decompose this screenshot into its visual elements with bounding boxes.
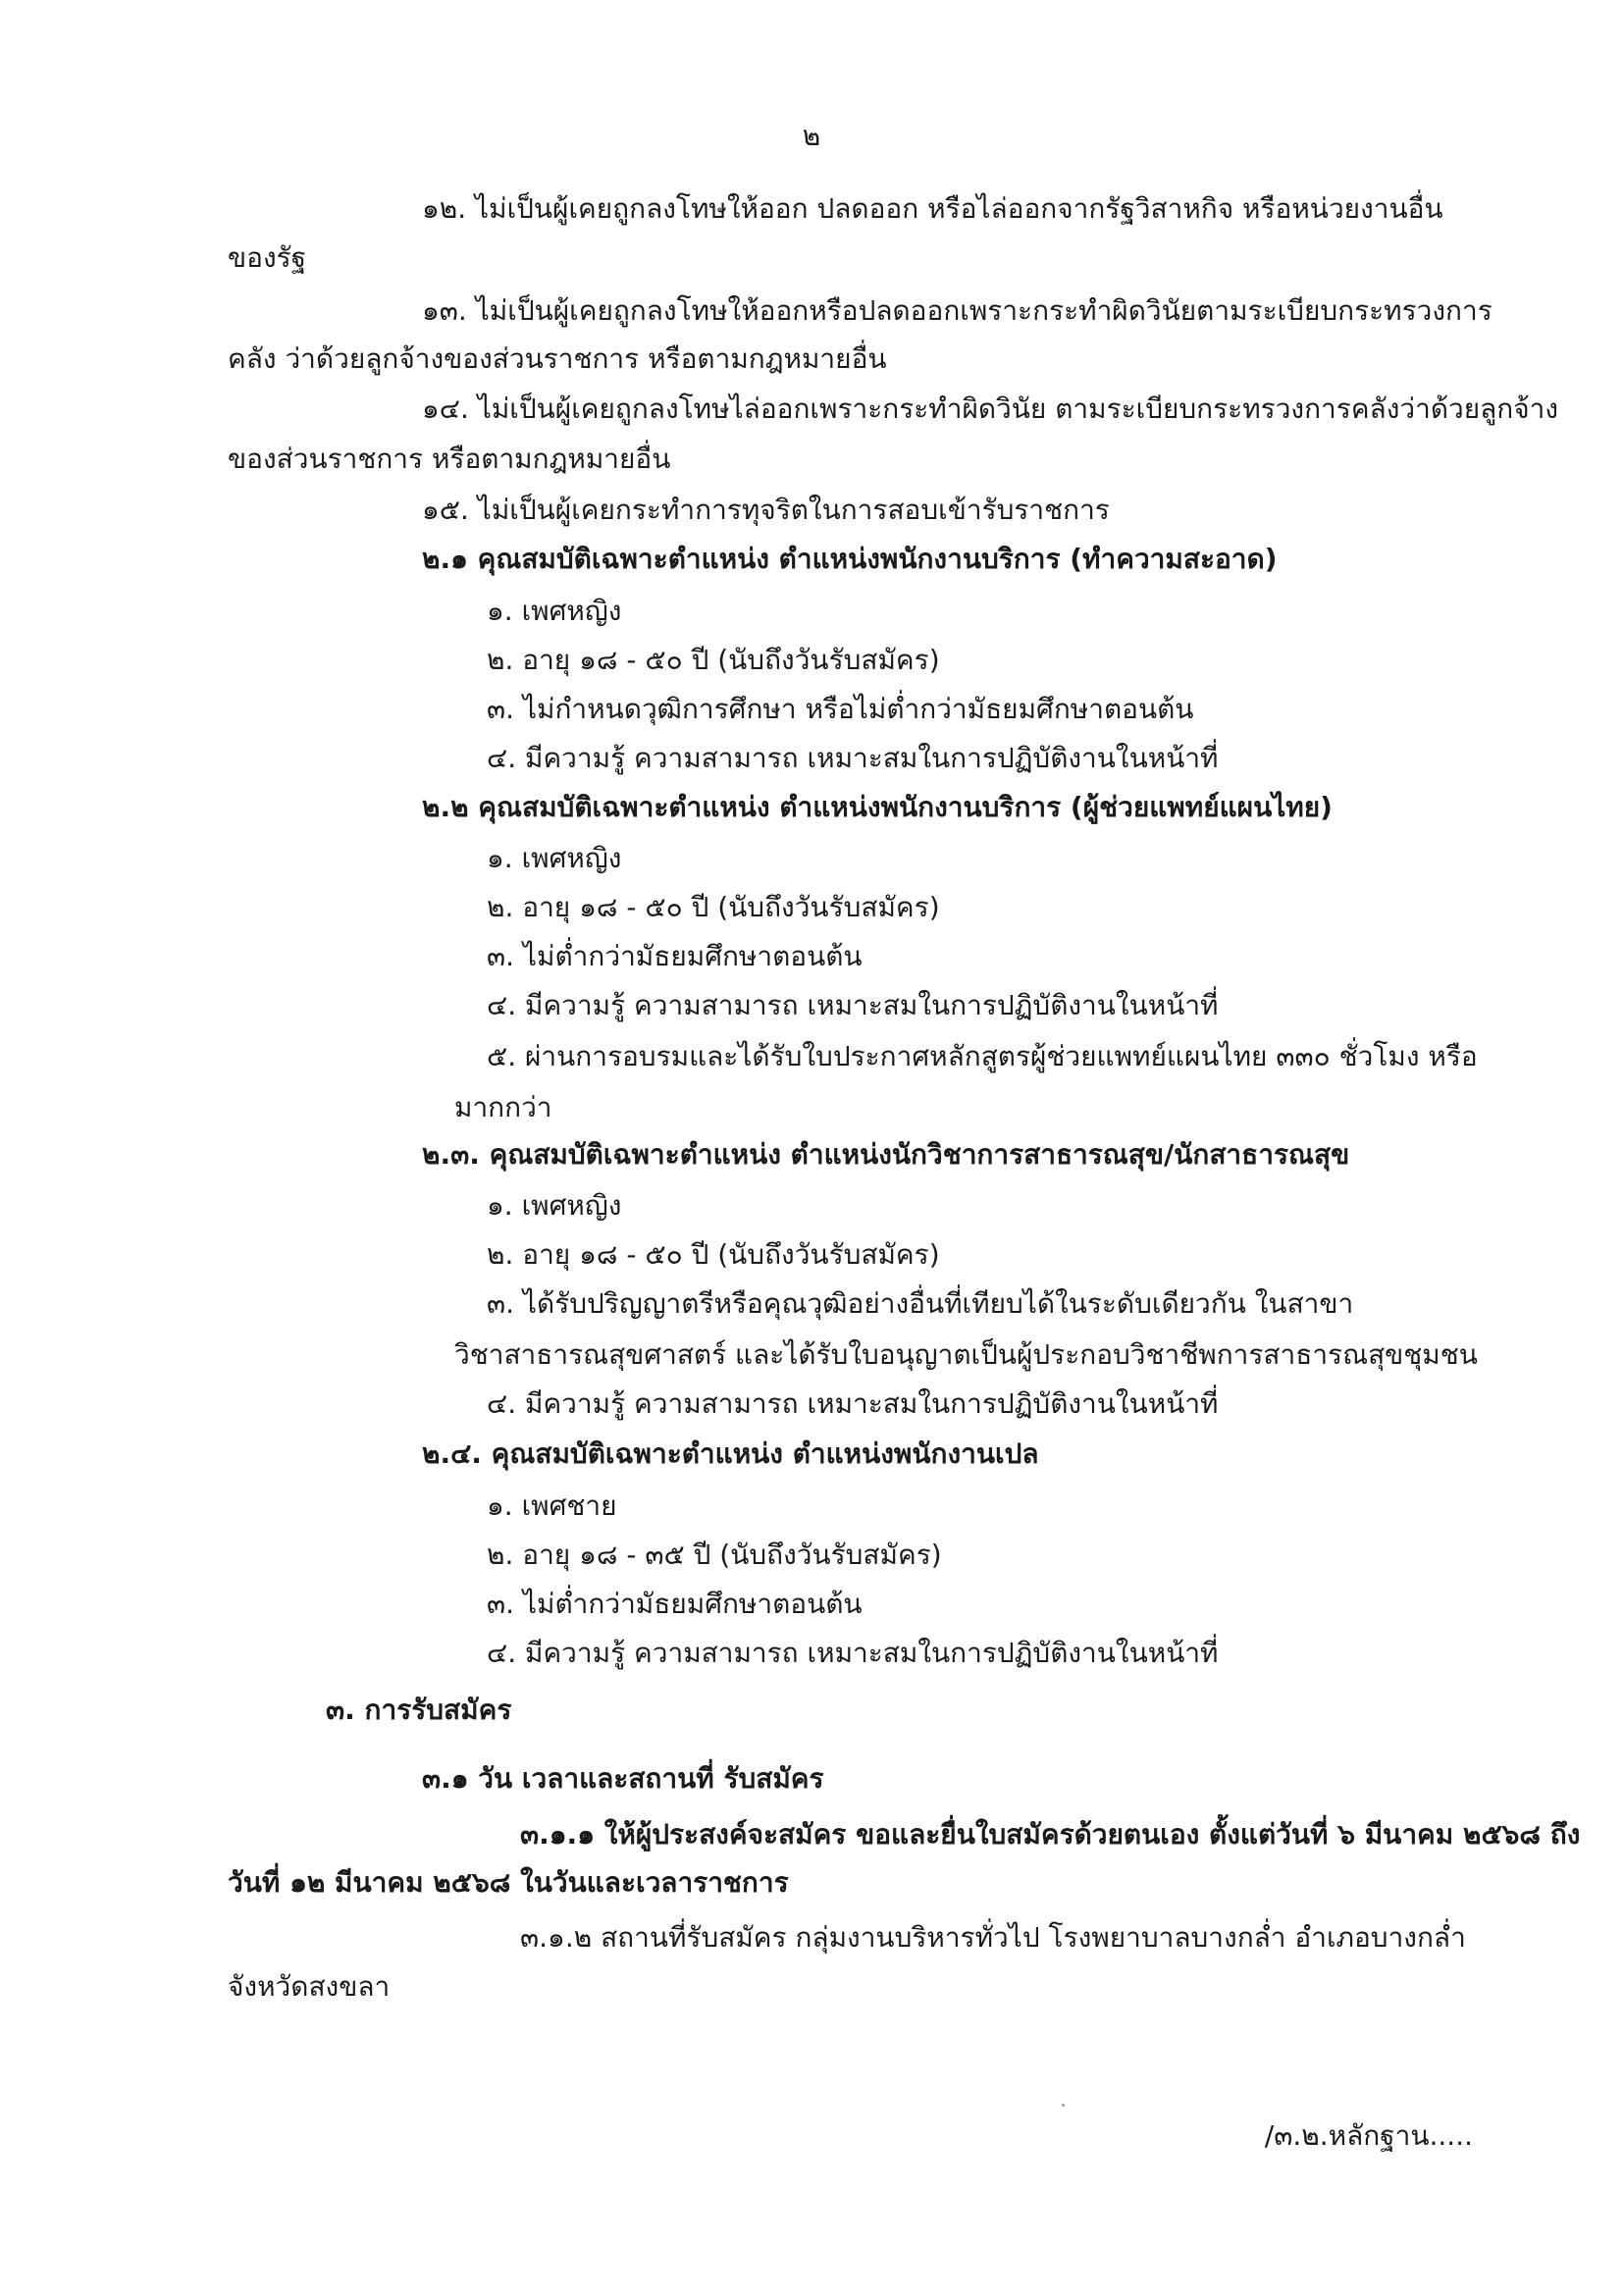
- section-2-3-heading: ๒.๓. คุณสมบัติเฉพาะตำแหน่ง ตำแหน่งนักวิชาการสาธารณสุข/นักสาธารณสุข: [422, 1138, 1350, 1171]
- section-2-4-item: ๓. ไม่ต่ำกว่ามัธยมศึกษาตอนต้น: [487, 1588, 863, 1620]
- section-2-1-heading: ๒.๑ คุณสมบัติเฉพาะตำแหน่ง ตำแหน่งพนักงานบริการ (ทำความสะอาด): [422, 543, 1278, 575]
- section-2-2-item: ๓. ไม่ต่ำกว่ามัธยมศึกษาตอนต้น: [487, 940, 863, 972]
- section-2-2-item-continuation: มากกว่า: [454, 1091, 552, 1123]
- section-2-3-item: ๓. ได้รับปริญญาตรีหรือคุณวุฒิอย่างอื่นที่เทียบได้ในระดับเดียวกัน ในสาขา: [487, 1287, 1354, 1320]
- item-14-line-2: ของส่วนราชการ หรือตามกฎหมายอื่น: [228, 443, 671, 475]
- paragraph-3-1-2-line-2: จังหวัดสงขลา: [228, 1970, 391, 2003]
- scan-speck: [1062, 2104, 1065, 2107]
- page-number: ๒: [802, 120, 821, 152]
- section-2-3-item: ๑. เพศหญิง: [487, 1189, 622, 1222]
- section-2-2-item: ๒. อายุ ๑๘ - ๕๐ ปี (นับถึงวันรับสมัคร): [487, 891, 940, 923]
- section-2-1-item: ๔. มีความรู้ ความสามารถ เหมาะสมในการปฏิบัติงานในหน้าที่: [487, 742, 1219, 774]
- item-15: ๑๕. ไม่เป็นผู้เคยกระทำการทุจริตในการสอบเข้ารับราชการ: [422, 494, 1110, 526]
- item-12-line-2: ของรัฐ: [228, 241, 307, 274]
- section-2-1-item: ๓. ไม่กำหนดวุฒิการศึกษา หรือไม่ต่ำกว่ามัธยมศึกษาตอนต้น: [487, 693, 1194, 725]
- section-2-3-item-continuation: วิชาสาธารณสุขศาสตร์ และได้รับใบอนุญาตเป็นผู้ประกอบวิชาชีพการสาธารณสุขชุมชน: [454, 1338, 1478, 1371]
- section-2-3-item: ๒. อายุ ๑๘ - ๕๐ ปี (นับถึงวันรับสมัคร): [487, 1238, 940, 1271]
- paragraph-3-1-1-line-2: วันที่ ๑๒ มีนาคม ๒๕๖๘ ในวันและเวลาราชการ: [228, 1866, 789, 1899]
- section-2-1-item: ๑. เพศหญิง: [487, 595, 622, 627]
- paragraph-3-1-1-line-1: ๓.๑.๑ ให้ผู้ประสงค์จะสมัคร ขอและยื่นใบสมัครด้วยตนเอง ตั้งแต่วันที่ ๖ มีนาคม ๒๕๖๘ ถึง: [520, 1818, 1581, 1851]
- item-13-line-1: ๑๓. ไม่เป็นผู้เคยถูกลงโทษให้ออกหรือปลดออกเพราะกระทำผิดวินัยตามระเบียบกระทรวงการ: [422, 294, 1492, 327]
- item-12-line-1: ๑๒. ไม่เป็นผู้เคยถูกลงโทษให้ออก ปลดออก หรือไล่ออกจากรัฐวิสาหกิจ หรือหน่วยงานอื่น: [422, 192, 1443, 225]
- section-2-2-item: ๑. เพศหญิง: [487, 842, 622, 874]
- section-2-4-item: ๔. มีความรู้ ความสามารถ เหมาะสมในการปฏิบัติงานในหน้าที่: [487, 1637, 1219, 1669]
- section-2-1-item: ๒. อายุ ๑๘ - ๕๐ ปี (นับถึงวันรับสมัคร): [487, 644, 940, 676]
- section-2-2-heading: ๒.๒ คุณสมบัติเฉพาะตำแหน่ง ตำแหน่งพนักงานบริการ (ผู้ช่วยแพทย์แผนไทย): [422, 791, 1333, 823]
- section-2-4-item: ๒. อายุ ๑๘ - ๓๕ ปี (นับถึงวันรับสมัคร): [487, 1539, 942, 1571]
- section-2-3-item: ๔. มีความรู้ ความสามารถ เหมาะสมในการปฏิบัติงานในหน้าที่: [487, 1387, 1219, 1420]
- item-14-line-1: ๑๔. ไม่เป็นผู้เคยถูกลงโทษไล่ออกเพราะกระทำผิดวินัย ตามระเบียบกระทรวงการคลังว่าด้วยลูกจ้าง: [422, 392, 1559, 425]
- section-2-4-heading: ๒.๔. คุณสมบัติเฉพาะตำแหน่ง ตำแหน่งพนักงานเปล: [422, 1437, 1039, 1470]
- paragraph-3-1-2-line-1: ๓.๑.๒ สถานที่รับสมัคร กลุ่มงานบริหารทั่วไป โรงพยาบาลบางกล่ำ อำเภอบางกล่ำ: [520, 1921, 1466, 1954]
- section-2-4-item: ๑. เพศชาย: [487, 1489, 617, 1522]
- section-3-1-heading: ๓.๑ วัน เวลาและสถานที่ รับสมัคร: [422, 1762, 824, 1795]
- section-3-heading: ๓. การรับสมัคร: [326, 1694, 512, 1726]
- item-13-line-2: คลัง ว่าด้วยลูกจ้างของส่วนราชการ หรือตามกฎหมายอื่น: [228, 342, 887, 375]
- continuation-footer: /๓.๒.หลักฐาน.....: [1264, 2119, 1473, 2152]
- section-2-2-item: ๔. มีความรู้ ความสามารถ เหมาะสมในการปฏิบัติงานในหน้าที่: [487, 989, 1219, 1021]
- section-2-2-item: ๕. ผ่านการอบรมและได้รับใบประกาศหลักสูตรผู้ช่วยแพทย์แผนไทย ๓๓๐ ชั่วโมง หรือ: [487, 1040, 1478, 1072]
